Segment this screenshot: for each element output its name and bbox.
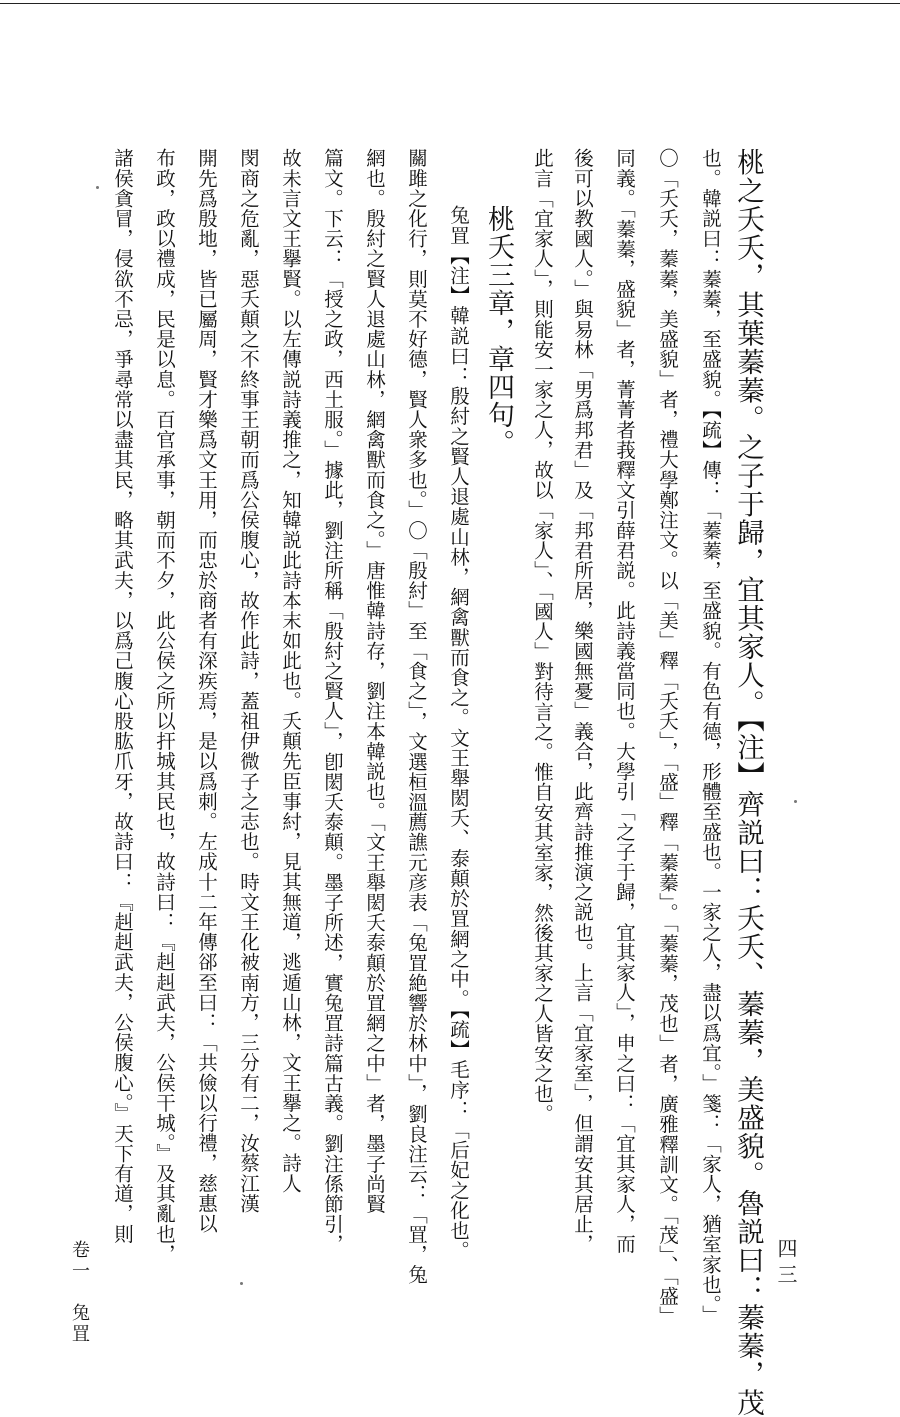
print-speck	[96, 186, 99, 189]
commentary-column: 布政，政以禮成，民是以息。百官承事，朝而不夕，此公侯之所以扞城其民也，故詩曰：『赳赳武夫，公侯干城。』及其亂也，	[153, 148, 176, 1264]
commentary-column: 開先爲殷地，皆已屬周，賢才樂爲文王用，而忠於商者有深疾焉，是以爲刺。左成十二年傳郤至曰：「共儉以行禮，慈惠以	[195, 148, 218, 1234]
verse-line: 桃之夭夭，其葉蓁蓁。之子于歸，宜其家人。【注】齊説曰：夭夭、蓁蓁，美盛貌。魯説曰：蓁蓁，茂	[732, 148, 764, 1417]
commentary-column: 篇文。下云：「授之政，西土服。」據此，劉注所稱「殷紂之賢人」，卽閎夭泰顛。墨子所述，實兔罝詩篇古義。劉注係節引，	[321, 148, 344, 1255]
commentary-column: 閔商之危亂，惡夭顛之不終事王朝而爲公侯腹心，故作此詩，蓋祖伊微子之志也。時文王化被南方，三分有二，汝蔡江漢	[237, 148, 260, 1214]
commentary-column: 兔罝【注】韓説曰：殷紂之賢人退處山林，網禽獸而食之。文王舉閎夭、泰顛於罝網之中。【疏】毛序：「后妃之化也。	[447, 205, 470, 1261]
commentary-column: 同義。「蓁蓁，盛貌」者，菁菁者莪釋文引薛君説。此詩義當同也。大學引「之子于歸，宜其家人」，申之曰：「宜其家人，而	[613, 148, 636, 1255]
commentary-column: 故未言文王擧賢。以左傳説詩義推之，知韓説此詩本末如此也。夭顛先臣事紂，見其無道，逃遁山林，文王擧之。詩人	[279, 148, 302, 1194]
running-head: 卷一 兔罝	[69, 1240, 90, 1345]
section-heading: 桃夭三章，章四句。	[483, 205, 514, 457]
commentary-column: 關雎之化行，則莫不好德，賢人衆多也。」〇「殷紂」至「食之」，文選桓溫薦譙元彦表「兔罝絶響於林中」，劉良注云：「罝，兔	[405, 148, 428, 1285]
commentary-column: 也。韓説曰：蓁蓁，至盛貌。【疏】傳：「蓁蓁，至盛貌。有色有德，形體至盛也。一家之人，盡以爲宜。」箋：「家人，猶室家也。」	[699, 148, 722, 1325]
print-speck	[794, 800, 797, 803]
top-border-line	[0, 3, 900, 4]
commentary-column: 後可以教國人。」與易林「男爲邦君」及「邦君所居，樂國無憂」義合，此齊詩推演之説也。上言「宜家室」，但謂安其居止，	[571, 148, 594, 1255]
commentary-column: 〇「夭夭，蓁蓁，美盛貌」者，禮大學鄭注文。以「美」釋「夭夭」，「盛」釋「蓁蓁」。「蓁蓁，茂也」者，廣雅釋訓文。「茂」、「盛」	[656, 148, 679, 1326]
commentary-column: 諸侯貪冒，侵欲不忌，爭尋常以盡其民，略其武夫，以爲己腹心股肱爪牙，故詩曰：『赳赳武夫，公侯腹心。』天下有道，則	[111, 148, 134, 1244]
commentary-column: 此言「宜家人」，則能安一家之人，故以「家人」、「國人」對待言之。惟自安其室家，然後其家之人皆安之也。	[531, 148, 554, 1124]
page-number: 四三	[774, 1238, 798, 1290]
commentary-column: 網也。殷紂之賢人退處山林，網禽獸而食之。」唐惟韓詩存，劉注本韓説也。「文王舉閎夭泰顛於罝網之中」者，墨子尚賢	[363, 148, 386, 1214]
print-speck	[240, 1282, 243, 1285]
